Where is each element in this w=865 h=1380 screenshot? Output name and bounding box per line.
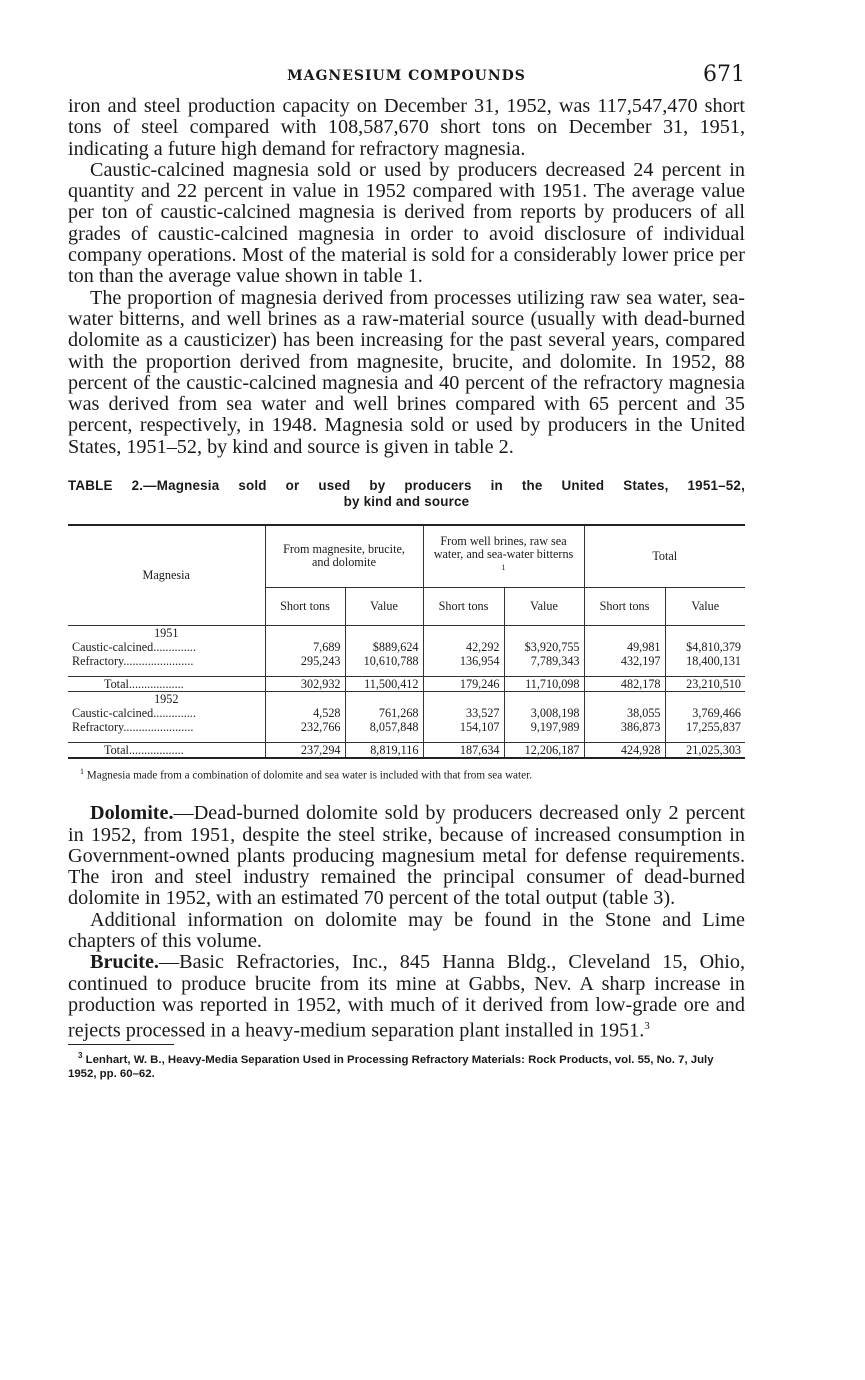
subheader-short-tons: Short tons: [584, 587, 665, 625]
subheader-value: Value: [504, 587, 584, 625]
table-cell: 232,766: [265, 720, 345, 743]
table-cell: 18,400,131: [665, 654, 745, 677]
row-label: Total..................: [68, 742, 265, 758]
header-brines-text: From well brines, raw sea water, and sea-water bitterns: [433, 533, 574, 561]
table-cell: 11,500,412: [345, 676, 423, 691]
table-caption: [68, 478, 745, 510]
brucite-text: —Basic Refractories, Inc., 845 Hanna Bldg., Cleveland 15, Ohio, continued to produce brucite from its mine at Gabbs, Nev. A sharp increase in production was reported in 1952, with much of it derived from low-grade ore and rejects processed in a heavy-medium separation plant installed in 1951.: [68, 951, 745, 1042]
subheader-value: Value: [665, 587, 745, 625]
header-brines-footnote-mark: 1: [501, 562, 506, 572]
row-label: Caustic-calcined..............: [72, 639, 196, 654]
brucite-heading: Brucite.: [90, 951, 159, 974]
dolomite-text: —Dead-burned dolomite sold by producers decreased only 2 percent in 1952, from 1951, despite the steel strike, because of increased consumption in Government-owned plants producing magnesium metal for defense requirements. The iron and steel industry remained the principal consumer of dead-burned dolomite in 1952, with an estimated 70 percent of the total output (table 3).: [68, 802, 745, 910]
table-cell: 21,025,303: [665, 742, 745, 758]
table-cell: 42,292: [423, 640, 504, 654]
table-cell: 179,246: [423, 676, 504, 691]
table-cell: 23,210,510: [665, 676, 745, 691]
year-row-1951: [68, 625, 745, 640]
dolomite-heading: Dolomite.: [90, 802, 174, 825]
page-footnote: [68, 1049, 745, 1081]
table-header-row-1: [68, 525, 745, 587]
page-footnote-text: Lenhart, W. B., Heavy-Media Separation Used in Processing Refractory Materials: Rock Products, vol. 55, No. 7, July 1952, pp. 60–62.: [68, 1054, 714, 1081]
table-cell: $889,624: [345, 640, 423, 654]
table-cell: 7,689: [265, 640, 345, 654]
table-cell: $3,920,755: [504, 640, 584, 654]
table-cell: 136,954: [423, 654, 504, 677]
table-cell: 424,928: [584, 742, 665, 758]
subheader-value: Value: [345, 587, 423, 625]
table-cell: 17,255,837: [665, 720, 745, 743]
header-magnesia: Magnesia: [68, 525, 265, 625]
table-cell: 4,528: [265, 706, 345, 720]
brucite-paragraph: [68, 952, 745, 1042]
table-cell: 154,107: [423, 720, 504, 743]
table-cell: 33,527: [423, 706, 504, 720]
table-row: [68, 720, 745, 743]
brucite-footnote-ref: 3: [644, 1020, 650, 1033]
row-label: Total..................: [68, 676, 265, 691]
magnesia-table: [68, 524, 745, 759]
running-header: [68, 60, 745, 96]
paragraph-2: Caustic-calcined magnesia sold or used by producers decreased 24 percent in quantity and 22 percent in value in 1952 compared with 1951. The average value per ton of caustic-calcined magnesia is derived from reports by producers of all grades of caustic-calcined magnesia in order to avoid disclosure of individual company operations. Most of the material is sold for a considerably lower price per ton than the average value shown in table 1.: [68, 158, 745, 288]
table-cell: 237,294: [265, 742, 345, 758]
paragraph-1: iron and steel production capacity on December 31, 1952, was 117,547,470 short tons of steel compared with 108,587,670 short tons on December 31, 1951, indicating a future high demand for refractory magnesia.: [68, 95, 745, 160]
table-cell: 8,057,848: [345, 720, 423, 743]
table-cell: 295,243: [265, 654, 345, 677]
table-cell: 11,710,098: [504, 676, 584, 691]
row-label: Refractory.......................: [72, 653, 194, 668]
table-cell: 8,819,116: [345, 742, 423, 758]
table-cell: 761,268: [345, 706, 423, 720]
table-footnote: [68, 767, 745, 782]
table-cell: 49,981: [584, 640, 665, 654]
subheader-short-tons: Short tons: [423, 587, 504, 625]
table-cell: 187,634: [423, 742, 504, 758]
subheader-short-tons: Short tons: [265, 587, 345, 625]
year-label: 1951: [154, 625, 179, 640]
total-row: [68, 742, 745, 758]
table-cell: $4,810,379: [665, 640, 745, 654]
running-title: MAGNESIUM COMPOUNDS: [287, 68, 526, 84]
total-row: [68, 676, 745, 691]
page: [68, 60, 745, 1081]
paragraph-3: The proportion of magnesia derived from processes utilizing raw sea water, sea-water bitterns, and well brines as a raw-material source (usually with dead-burned dolomite as a causticizer) has been increasing for the past several years, compared with the proportion derived from magnesite, brucite, and dolomite. In 1952, 88 percent of the caustic-calcined magnesia and 40 percent of the refractory magnesia was derived from sea water and well brines compared with 65 percent and 35 percent, respectively, in 1948. Magnesia sold or used by producers in the United States, 1951–52, by kind and source is given in table 2.: [68, 286, 745, 458]
page-footnote-mark: 3: [78, 1051, 83, 1061]
header-total-group: Total: [584, 525, 745, 587]
table-cell: 9,197,989: [504, 720, 584, 743]
table-footnote-text: Magnesia made from a combination of dolomite and sea water is included with that from sea water.: [86, 769, 532, 782]
year-row-1952: [68, 691, 745, 706]
table-cell: 386,873: [584, 720, 665, 743]
dolomite-more-paragraph: Additional information on dolomite may be found in the Stone and Lime chapters of this volume.: [68, 908, 745, 953]
table-caption-line-2: by kind and source: [343, 494, 470, 510]
page-number: 671: [703, 62, 745, 87]
table-footnote-mark: 1: [80, 766, 84, 776]
header-magnesite-group: From magnesite, brucite, and dolomite: [265, 525, 423, 587]
table-row: [68, 706, 745, 720]
table-caption-line-1: TABLE 2.—Magnesia sold or used by producers in the United States, 1951–52,: [68, 478, 745, 494]
table-cell: 432,197: [584, 654, 665, 677]
footnote-rule: [68, 1044, 174, 1045]
table-row: [68, 640, 745, 654]
table-cell: 7,789,343: [504, 654, 584, 677]
table-cell: 3,008,198: [504, 706, 584, 720]
table-cell: 3,769,466: [665, 706, 745, 720]
table-cell: 10,610,788: [345, 654, 423, 677]
table-cell: 482,178: [584, 676, 665, 691]
header-brines-group: [423, 525, 584, 587]
table-cell: 302,932: [265, 676, 345, 691]
dolomite-paragraph: [68, 803, 745, 909]
year-label: 1952: [154, 691, 179, 706]
row-label: Refractory.......................: [72, 719, 194, 734]
table-row: [68, 654, 745, 677]
table-cell: 12,206,187: [504, 742, 584, 758]
row-label: Caustic-calcined..............: [72, 705, 196, 720]
table-cell: 38,055: [584, 706, 665, 720]
